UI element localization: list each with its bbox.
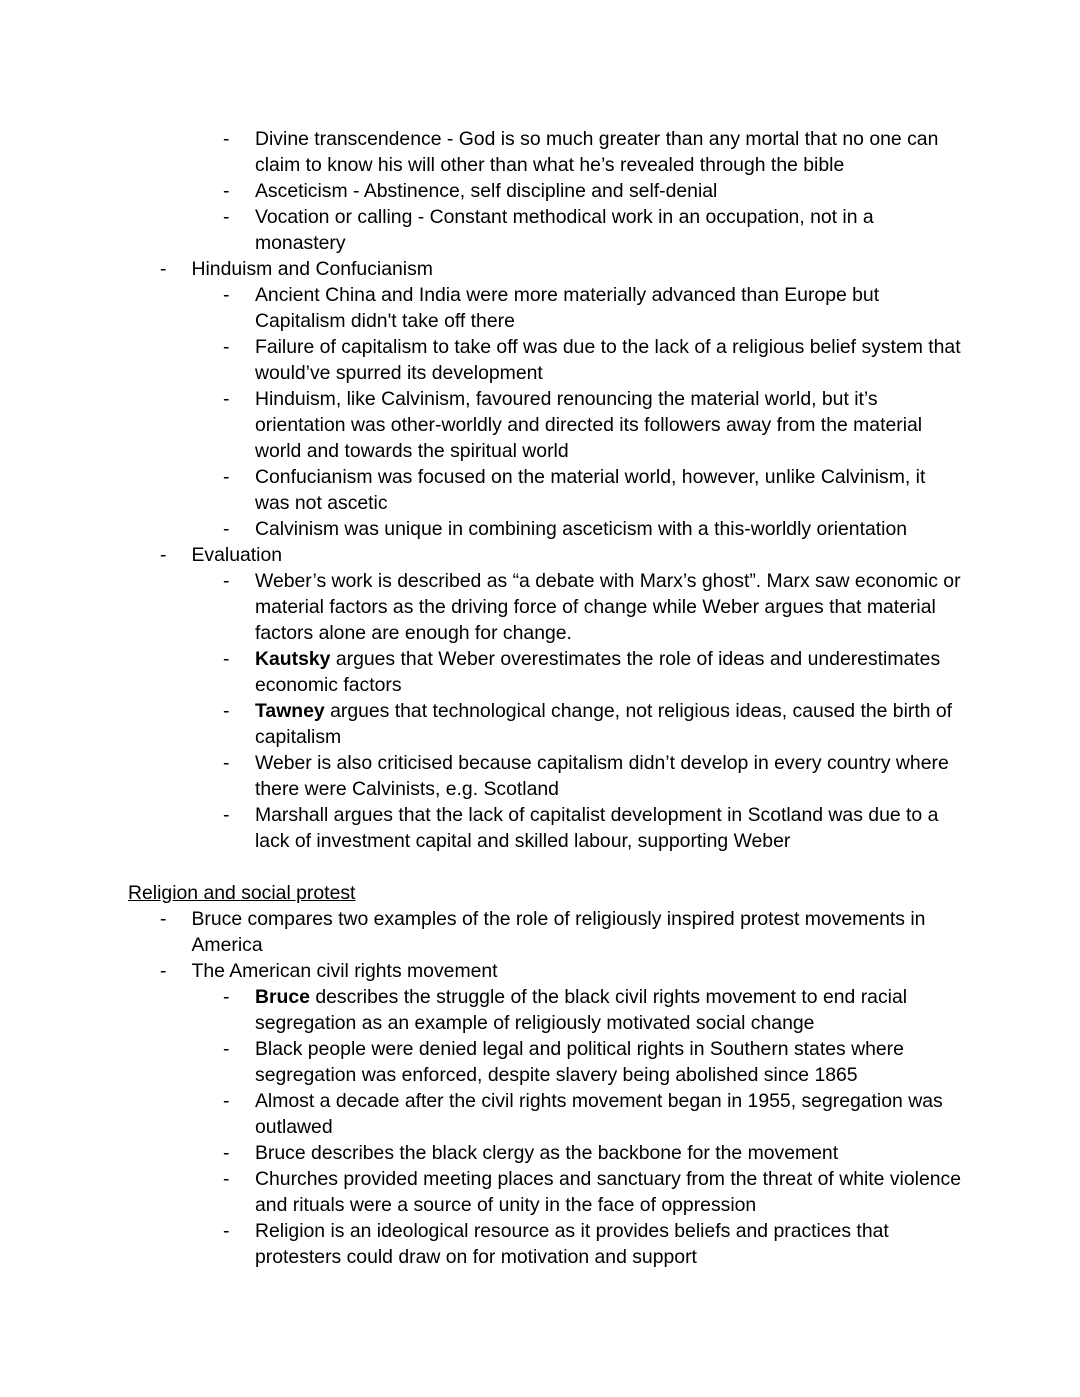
list-item-level-2 xyxy=(128,1140,962,1166)
bullet-dash-marker: - xyxy=(223,752,230,774)
text-run: Ancient China and India were more materially advanced than Europe but Capitalism didn't take off there xyxy=(255,284,880,332)
text-run: Churches provided meeting places and sanctuary from the threat of white violence and rituals were a source of unity in the face of oppression xyxy=(255,1168,961,1216)
text-run: Bruce describes the black clergy as the backbone for the movement xyxy=(255,1142,839,1164)
list-item-level-2 xyxy=(128,464,962,516)
bullet-dash-marker: - xyxy=(223,1168,230,1190)
list-item-level-1 xyxy=(128,256,962,282)
list-item-level-2 xyxy=(128,1166,962,1218)
list-item-level-1 xyxy=(128,958,962,984)
list-item-level-1 xyxy=(128,542,962,568)
bullet-dash-marker: - xyxy=(160,908,167,930)
text-run: Black people were denied legal and political rights in Southern states where segregation was enforced, despite slavery being abolished since 1865 xyxy=(255,1038,904,1086)
text-run: Bruce compares two examples of the role of religiously inspired protest movements in America xyxy=(191,908,926,956)
bullet-dash-marker: - xyxy=(223,1220,230,1242)
list-item-level-1 xyxy=(128,906,962,958)
text-run: Almost a decade after the civil rights movement began in 1955, segregation was outlawed xyxy=(255,1090,943,1138)
text-run: Weber is also criticised because capitalism didn’t develop in every country where there were Calvinists, e.g. Scotland xyxy=(255,752,949,800)
list-item-level-2 xyxy=(128,802,962,854)
bullet-dash-marker: - xyxy=(223,518,230,540)
text-run: Religion is an ideological resource as it provides beliefs and practices that protesters could draw on for motivation and support xyxy=(255,1220,889,1268)
bullet-dash-marker: - xyxy=(223,388,230,410)
bullet-dash-marker: - xyxy=(160,960,167,982)
text-run: Confucianism was focused on the material world, however, unlike Calvinism, it was not ascetic xyxy=(255,466,926,514)
bullet-dash-marker: - xyxy=(160,544,167,566)
bullet-dash-marker: - xyxy=(223,1142,230,1164)
text-run: Kautsky argues that Weber overestimates the role of ideas and underestimates economic factors xyxy=(255,648,941,696)
bullet-dash-marker: - xyxy=(223,128,230,150)
document-body xyxy=(128,126,962,1270)
blank-line xyxy=(128,854,962,880)
section-heading xyxy=(128,880,962,906)
text-run: The American civil rights movement xyxy=(191,960,498,982)
list-item-level-2 xyxy=(128,516,962,542)
bullet-dash-marker: - xyxy=(223,284,230,306)
list-item-level-2 xyxy=(128,1218,962,1270)
list-item-level-2 xyxy=(128,1088,962,1140)
list-item-level-2 xyxy=(128,282,962,334)
list-item-level-2 xyxy=(128,568,962,646)
list-item-level-2 xyxy=(128,750,962,802)
text-run: Calvinism was unique in combining asceticism with a this-worldly orientation xyxy=(255,518,908,540)
text-run: Asceticism - Abstinence, self discipline and self-denial xyxy=(255,180,718,202)
text-run: Evaluation xyxy=(191,544,283,566)
text-run: Tawney argues that technological change, not religious ideas, caused the birth of capitalism xyxy=(255,700,953,748)
bullet-dash-marker: - xyxy=(223,986,230,1008)
list-item-level-2 xyxy=(128,204,962,256)
list-item-level-2 xyxy=(128,984,962,1036)
text-run: Religion and social protest xyxy=(128,882,356,904)
list-item-level-2 xyxy=(128,178,962,204)
bullet-dash-marker: - xyxy=(223,648,230,670)
bullet-dash-marker: - xyxy=(223,700,230,722)
bullet-dash-marker: - xyxy=(223,570,230,592)
text-run: Failure of capitalism to take off was due to the lack of a religious belief system that would’ve spurred its development xyxy=(255,336,961,384)
text-run: Hinduism, like Calvinism, favoured renouncing the material world, but it’s orientation was other-worldly and directed its followers away from the material world and towards the spiritual world xyxy=(255,388,923,462)
bullet-dash-marker: - xyxy=(223,180,230,202)
list-item-level-2 xyxy=(128,334,962,386)
text-run: Bruce describes the struggle of the black civil rights movement to end racial segregation as an example of religiously motivated social change xyxy=(255,986,908,1034)
bullet-dash-marker: - xyxy=(223,466,230,488)
list-item-level-2 xyxy=(128,1036,962,1088)
text-run: Hinduism and Confucianism xyxy=(191,258,433,280)
bullet-dash-marker: - xyxy=(223,206,230,228)
bullet-dash-marker: - xyxy=(160,258,167,280)
list-item-level-2 xyxy=(128,698,962,750)
bullet-dash-marker: - xyxy=(223,1090,230,1112)
list-item-level-2 xyxy=(128,646,962,698)
text-run: Marshall argues that the lack of capitalist development in Scotland was due to a lack of investment capital and skilled labour, supporting Weber xyxy=(255,804,939,852)
list-item-level-2 xyxy=(128,126,962,178)
text-run: Vocation or calling - Constant methodical work in an occupation, not in a monastery xyxy=(255,206,874,254)
text-run: Divine transcendence - God is so much greater than any mortal that no one can claim to know his will other than what he’s revealed through the bible xyxy=(255,128,939,176)
list-item-level-2 xyxy=(128,386,962,464)
bullet-dash-marker: - xyxy=(223,336,230,358)
bullet-dash-marker: - xyxy=(223,1038,230,1060)
text-run: Weber’s work is described as “a debate with Marx’s ghost”. Marx saw economic or material factors as the driving force of change while Weber argues that material factors alone are enough for change. xyxy=(255,570,961,644)
bullet-dash-marker: - xyxy=(223,804,230,826)
